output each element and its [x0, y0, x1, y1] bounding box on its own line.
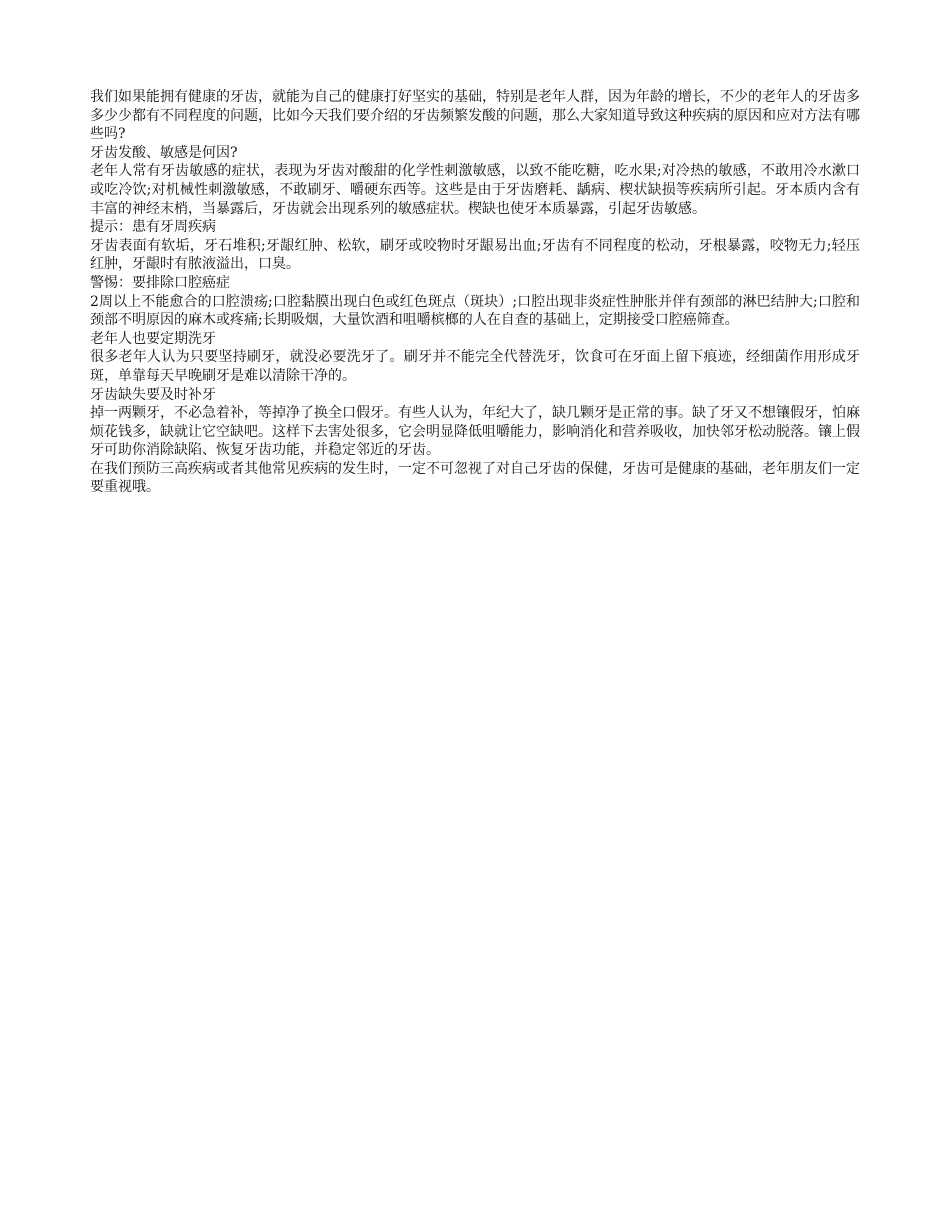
- document-page: [90, 88, 860, 497]
- conclusion-paragraph: 在我们预防三高疾病或者其他常见疾病的发生时，一定不可忽视了对自己牙齿的保健，牙齿可是健康的基础，老年朋友们一定要重视哦。: [90, 460, 860, 496]
- sensitivity-paragraph: 老年人常有牙齿敏感的症状，表现为牙齿对酸甜的化学性刺激敏感，以致不能吃糖，吃水果;对冷热的敏感，不敢用冷水漱口或吃冷饮;对机械性刺激敏感，不敢刷牙、嚼硬东西等。这些是由于牙齿磨耗、龋病、楔状缺损等疾病所引起。牙本质内含有丰富的神经末梢，当暴露后，牙齿就会出现系列的敏感症状。楔缺也使牙本质暴露，引起牙齿敏感。: [90, 163, 860, 217]
- missing-teeth-paragraph: 掉一两颗牙，不必急着补，等掉净了换全口假牙。有些人认为，年纪大了，缺几颗牙是正常的事。缺了牙又不想镶假牙，怕麻烦花钱多，缺就让它空缺吧。这样下去害处很多，它会明显降低咀嚼能力，影响消化和营养吸收，加快邻牙松动脱落。镶上假牙可助你消除缺陷、恢复牙齿功能，并稳定邻近的牙齿。: [90, 405, 860, 459]
- section-heading-missing-teeth: 牙齿缺失要及时补牙: [90, 386, 216, 403]
- section-heading-periodontal: 提示：患有牙周疾病: [90, 219, 216, 236]
- section-heading-sensitivity: 牙齿发酸、敏感是何因?: [90, 144, 238, 161]
- intro-paragraph: 我们如果能拥有健康的牙齿，就能为自己的健康打好坚实的基础，特别是老年人群，因为年龄的增长，不少的老年人的牙齿多多少少都有不同程度的问题，比如今天我们要介绍的牙齿频繁发酸的问题，那么大家知道导致这种疾病的原因和应对方法有哪些吗?: [90, 89, 860, 143]
- periodontal-paragraph: 牙齿表面有软垢，牙石堆积;牙龈红肿、松软，刷牙或咬物时牙龈易出血;牙齿有不同程度的松动，牙根暴露，咬物无力;轻压红肿，牙龈时有脓液溢出，口臭。: [90, 237, 860, 273]
- oral-cancer-paragraph: 2周以上不能愈合的口腔溃疡;口腔黏膜出现白色或红色斑点（斑块）;口腔出现非炎症性肿胀并伴有颈部的淋巴结肿大;口腔和颈部不明原因的麻木或疼痛;长期吸烟，大量饮酒和咀嚼槟榔的人在自查的基础上，定期接受口腔癌筛查。: [90, 293, 860, 329]
- section-heading-oral-cancer: 警惕：要排除口腔癌症: [90, 274, 230, 291]
- cleaning-paragraph: 很多老年人认为只要坚持刷牙，就没必要洗牙了。刷牙并不能完全代替洗牙，饮食可在牙面上留下痕迹，经细菌作用形成牙斑，单靠每天早晚刷牙是难以清除干净的。: [90, 349, 860, 384]
- section-heading-cleaning: 老年人也要定期洗牙: [90, 330, 216, 347]
